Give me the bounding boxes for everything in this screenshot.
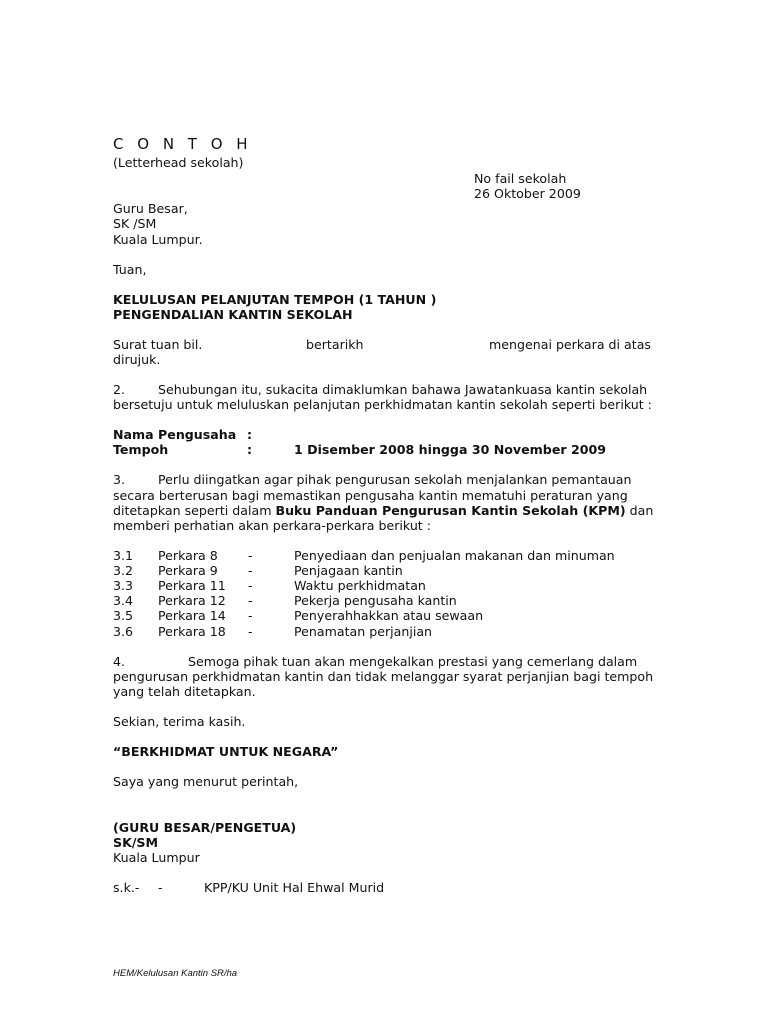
item-article: Perkara 8: [158, 548, 218, 563]
recipient-school: SK /SM: [113, 216, 157, 231]
item-number: 3.5: [113, 608, 134, 623]
item-article: Perkara 9: [158, 563, 218, 578]
item-number: 3.3: [113, 578, 134, 593]
reference-referred: dirujuk.: [113, 352, 161, 367]
paragraph-2-line-1: Sehubungan itu, sukacita dimaklumkan bahawa Jawatankuasa kantin sekolah: [158, 382, 648, 397]
paragraph-3-line-3-end: dan: [625, 503, 654, 518]
item-dash: -: [248, 548, 253, 563]
signatory-school: SK/SM: [113, 835, 159, 850]
paragraph-3-line-2: secara berterusan bagi memastikan pengusaha kantin mematuhi peraturan yang: [113, 488, 628, 503]
signatory-title: (GURU BESAR/PENGETUA): [113, 820, 297, 835]
cc-label: s.k.-: [113, 880, 140, 895]
sign-off: Saya yang menurut perintah,: [113, 774, 299, 789]
operator-name-label: Nama Pengusaha: [113, 427, 237, 442]
period-colon: :: [247, 442, 253, 457]
reference-subject: mengenai perkara di atas: [489, 337, 651, 352]
file-number: No fail sekolah: [474, 171, 567, 186]
paragraph-4-line-1: Semoga pihak tuan akan mengekalkan prestasi yang cemerlang dalam: [188, 654, 638, 669]
item-dash: -: [248, 593, 253, 608]
motto: “BERKHIDMAT UNTUK NEGARA”: [113, 744, 339, 759]
item-dash: -: [248, 578, 253, 593]
paragraph-4-line-3: yang telah ditetapkan.: [113, 684, 256, 699]
document-heading: C O N T O H: [113, 135, 253, 153]
item-description: Penyediaan dan penjualan makanan dan minuman: [294, 548, 615, 563]
operator-name-colon: :: [247, 427, 253, 442]
item-number: 3.4: [113, 593, 134, 608]
paragraph-3-line-1: Perlu diingatkan agar pihak pengurusan sekolah menjalankan pemantauan: [158, 472, 632, 487]
item-dash: -: [248, 563, 253, 578]
footer-reference: HEM/Kelulusan Kantin SR/ha: [113, 968, 238, 979]
reference-letter: Surat tuan bil.: [113, 337, 203, 352]
letterhead-placeholder: (Letterhead sekolah): [113, 155, 244, 170]
item-article: Perkara 12: [158, 593, 226, 608]
letter-date: 26 Oktober 2009: [474, 186, 581, 201]
reference-dated: bertarikh: [306, 337, 364, 352]
item-dash: -: [248, 608, 253, 623]
item-description: Penyerahhakkan atau sewaan: [294, 608, 484, 623]
item-description: Penamatan perjanjian: [294, 624, 433, 639]
recipient-title: Guru Besar,: [113, 201, 188, 216]
item-number: 3.2: [113, 563, 134, 578]
cc-recipient: KPP/KU Unit Hal Ehwal Murid: [204, 880, 385, 895]
item-article: Perkara 11: [158, 578, 226, 593]
signatory-location: Kuala Lumpur: [113, 850, 200, 865]
item-description: Pekerja pengusaha kantin: [294, 593, 457, 608]
salutation: Tuan,: [113, 262, 147, 277]
item-article: Perkara 18: [158, 624, 226, 639]
paragraph-2-line-2: bersetuju untuk meluluskan pelanjutan perkhidmatan kantin sekolah seperti berikut :: [113, 397, 652, 412]
paragraph-3-line-3-start: ditetapkan seperti dalam: [113, 503, 276, 518]
recipient-location: Kuala Lumpur.: [113, 232, 203, 247]
period-value: 1 Disember 2008 hingga 30 November 2009: [294, 442, 607, 457]
paragraph-3-number: 3.: [113, 472, 126, 487]
subject-line-1: KELULUSAN PELANJUTAN TEMPOH (1 TAHUN ): [113, 292, 437, 307]
paragraph-2-number: 2.: [113, 382, 126, 397]
paragraph-3-line-4: memberi perhatian akan perkara-perkara berikut :: [113, 518, 431, 533]
item-description: Waktu perkhidmatan: [294, 578, 426, 593]
item-dash: -: [248, 624, 253, 639]
item-description: Penjagaan kantin: [294, 563, 403, 578]
item-number: 3.1: [113, 548, 134, 563]
subject-line-2: PENGENDALIAN KANTIN SEKOLAH: [113, 307, 353, 322]
paragraph-4-number: 4.: [113, 654, 126, 669]
cc-dash: -: [158, 880, 163, 895]
kpm-handbook-title: Buku Panduan Pengurusan Kantin Sekolah (KPM): [275, 503, 626, 518]
period-label: Tempoh: [113, 442, 169, 457]
paragraph-4-line-2: pengurusan perkhidmatan kantin dan tidak melanggar syarat perjanjian bagi tempoh: [113, 669, 654, 684]
paragraph-3-line-3: [113, 503, 653, 518]
closing-thanks: Sekian, terima kasih.: [113, 714, 246, 729]
item-number: 3.6: [113, 624, 134, 639]
item-article: Perkara 14: [158, 608, 226, 623]
